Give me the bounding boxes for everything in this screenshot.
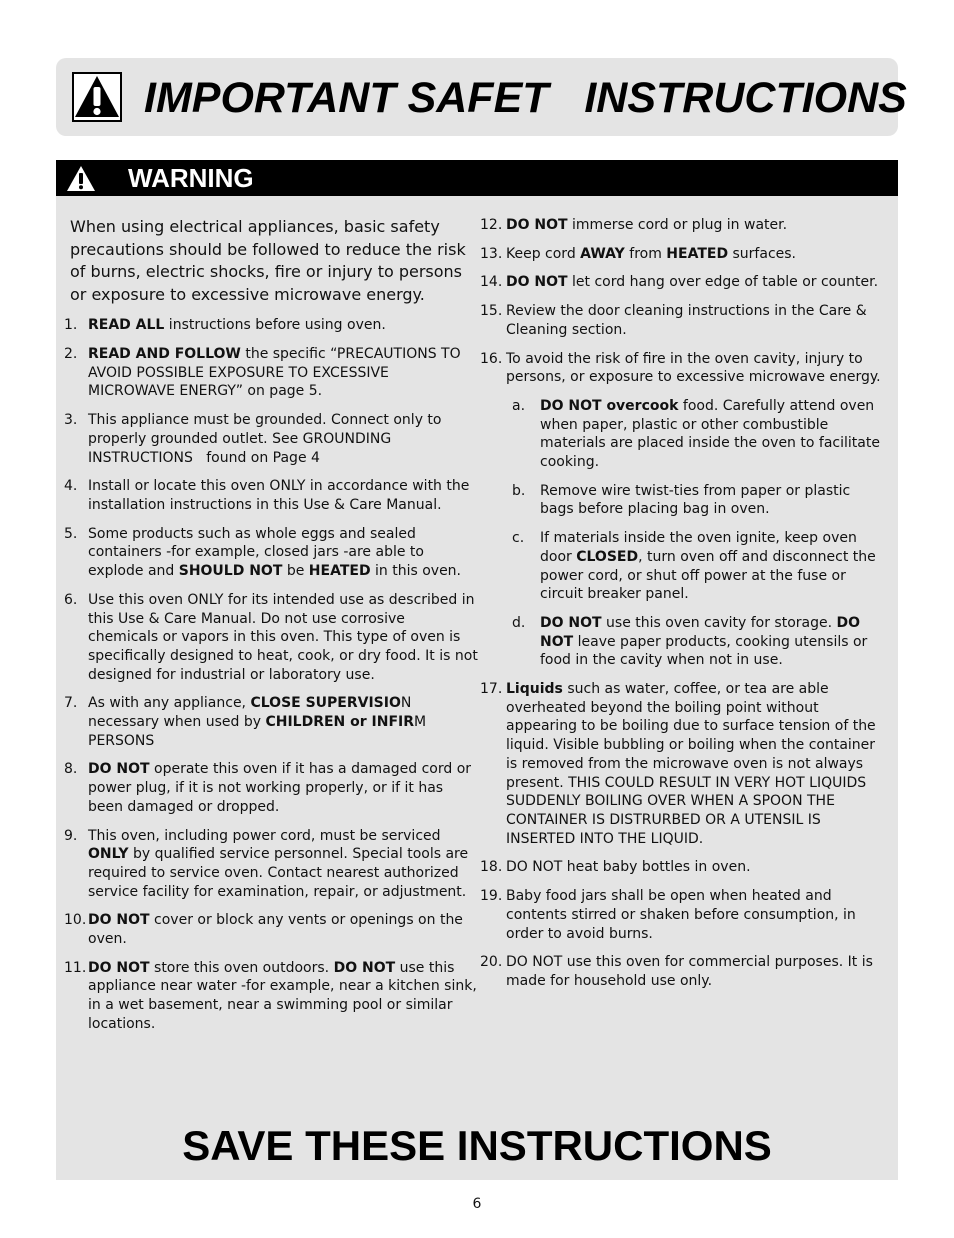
instruction-text: Use this oven ONLY for its intended use as described in this Use & Care Manual. Do not use corrosive chemicals or vapors in this oven. This type of oven is specifically designed to heat, cook, or dry food. It is not designed for industrial or laboratory use. [88, 591, 478, 683]
instruction-item [482, 953, 888, 990]
left-column [66, 216, 478, 1044]
instruction-number: 20. [480, 954, 503, 971]
sub-instruction-letter: a. [512, 397, 526, 414]
sub-instruction-letter: d. [512, 614, 526, 631]
page-number: 6 [472, 1196, 482, 1212]
instruction-number: 14. [480, 274, 503, 291]
page-title: IMPORTANT SAFET INSTRUCTIONS [144, 74, 907, 122]
instruction-item [66, 911, 478, 948]
instruction-number: 7. [64, 695, 78, 712]
instruction-text: Liquids such as water, coffee, or tea are able overheated beyond the boiling point without appearing to be boiling due to surface tension of the liquid. Visible bubbling or boiling when the container is removed from the microwave oven is not always present. THIS COULD RESULT IN VERY HOT LIQUIDS SUDDENLY BOILING OVER WHEN A SPOON THE CONTAINER IS DISTRURBED OR A UTENSIL IS INSERTED INTO THE LIQUID. [506, 681, 876, 847]
warning-triangle-icon [66, 165, 96, 192]
instruction-item [482, 216, 888, 235]
title-banner [56, 58, 907, 136]
instruction-number: 13. [480, 245, 503, 262]
instruction-item [482, 858, 888, 877]
instruction-number: 10. [64, 912, 87, 929]
sub-instruction-text: DO NOT use this oven cavity for storage. DO NOT leave paper products, cooking utensils or food in the cavity when not in use. [540, 614, 868, 669]
instruction-number: 1. [64, 317, 78, 334]
instruction-item [482, 350, 888, 671]
instruction-text: DO NOT heat baby bottles in oven. [506, 859, 751, 876]
safety-panel [56, 160, 898, 1180]
instruction-number: 4. [64, 478, 78, 495]
sub-instruction-text: If materials inside the oven ignite, keep oven door CLOSED, turn oven off and disconnect the power cord, or shut off power at the fuse or circuit breaker panel. [540, 530, 876, 603]
instruction-item [66, 411, 478, 467]
instruction-text: Keep cord AWAY from HEATED surfaces. [506, 245, 796, 262]
instruction-text: READ AND FOLLOW the specific “PRECAUTIONS TO AVOID POSSIBLE EXPOSURE TO EXCESSIVE MICROWAVE ENERGY” on page 5. [88, 346, 461, 400]
instruction-text: Review the door cleaning instructions in the Care & Cleaning section. [506, 303, 867, 338]
instruction-text: To avoid the risk of fire in the oven cavity, injury to persons, or exposure to excessive microwave energy. [506, 350, 881, 386]
instruction-text: Baby food jars shall be open when heated and contents stirred or shaken before consumption, in order to avoid burns. [506, 888, 856, 942]
warning-triangle-icon [72, 72, 122, 122]
sub-instruction-item [506, 529, 888, 604]
instruction-number: 17. [480, 681, 503, 698]
sub-instruction-list [506, 397, 888, 670]
sub-instruction-item [506, 482, 888, 519]
warning-bar [56, 160, 898, 196]
instruction-text: READ ALL instructions before using oven. [88, 317, 386, 334]
instruction-item [66, 827, 478, 902]
sub-instruction-letter: c. [512, 530, 525, 547]
instruction-item [66, 316, 478, 335]
instruction-number: 2. [64, 346, 78, 363]
sub-instruction-letter: b. [512, 482, 526, 499]
instruction-number: 15. [480, 303, 503, 320]
instruction-number: 12. [480, 217, 503, 233]
instruction-number: 8. [64, 761, 78, 778]
instruction-text: This appliance must be grounded. Connect only to properly grounded outlet. See GROUNDING INSTRUCTIONS found on Page 4 [88, 412, 442, 466]
instruction-number: 9. [64, 827, 78, 844]
instruction-text: DO NOT immerse cord or plug in water. [506, 217, 788, 233]
instruction-item [66, 477, 478, 514]
instruction-item [482, 680, 888, 848]
instruction-item [482, 887, 888, 943]
sub-instruction-text: Remove wire twist-ties from paper or plastic bags before placing bag in oven. [540, 482, 851, 518]
instruction-number: 18. [480, 859, 503, 876]
instruction-text: DO NOT cover or block any vents or openings on the oven. [88, 912, 463, 948]
instruction-item [66, 694, 478, 750]
right-column [482, 216, 888, 1001]
instruction-number: 5. [64, 525, 78, 542]
instruction-number: 19. [480, 888, 503, 905]
instruction-item [482, 273, 888, 292]
warning-label: WARNING [128, 163, 254, 193]
instruction-text: As with any appliance, CLOSE SUPERVISION necessary when used by CHILDREN or INFIRM PERSONS [88, 695, 427, 749]
sub-instruction-item [506, 614, 888, 670]
intro-text: When using electrical appliances, basic safety precautions should be followed to reduce the risk of burns, electric shocks, fire or injury to persons or exposure to excessive microwave energy. [70, 217, 466, 304]
instruction-text: This oven, including power cord, must be serviced ONLY by qualified service personnel. Special tools are required to service oven. Contact nearest authorized service facility for examination, repair, or adjustment. [88, 827, 469, 900]
instruction-item [66, 525, 478, 581]
instruction-text: DO NOT store this oven outdoors. DO NOT use this appliance near water -for example, near a kitchen sink, in a wet basement, near a swimming pool or similar locations. [88, 959, 477, 1032]
instruction-list-right [482, 216, 888, 991]
instruction-number: 3. [64, 412, 78, 429]
sub-instruction-item [506, 397, 888, 472]
instruction-list-left [66, 316, 478, 1033]
save-instructions-heading: SAVE THESE INSTRUCTIONS [182, 1122, 772, 1169]
instruction-number: 16. [480, 350, 503, 367]
instruction-text: DO NOT use this oven for commercial purposes. It is made for household use only. [506, 954, 873, 989]
instruction-text: DO NOT let cord hang over edge of table or counter. [506, 274, 879, 291]
sub-instruction-text: DO NOT overcook food. Carefully attend oven when paper, plastic or other combustible materials are placed inside the oven to facilitate cooking. [540, 397, 880, 471]
instruction-item [66, 345, 478, 401]
instruction-number: 6. [64, 591, 78, 608]
instruction-item [66, 959, 478, 1034]
instruction-text: Install or locate this oven ONLY in accordance with the installation instructions in this Use & Care Manual. [88, 478, 470, 513]
instruction-item [482, 302, 888, 339]
instruction-text: Some products such as whole eggs and sealed containers -for example, closed jars -are able to explode and SHOULD NOT be HEATED in this oven. [88, 525, 462, 580]
instruction-item [482, 245, 888, 264]
instruction-item [66, 591, 478, 685]
instruction-number: 11. [64, 959, 87, 976]
instruction-item [66, 760, 478, 816]
instruction-text: DO NOT operate this oven if it has a damaged cord or power plug, if it is not working properly, or if it has been damaged or dropped. [88, 761, 472, 815]
